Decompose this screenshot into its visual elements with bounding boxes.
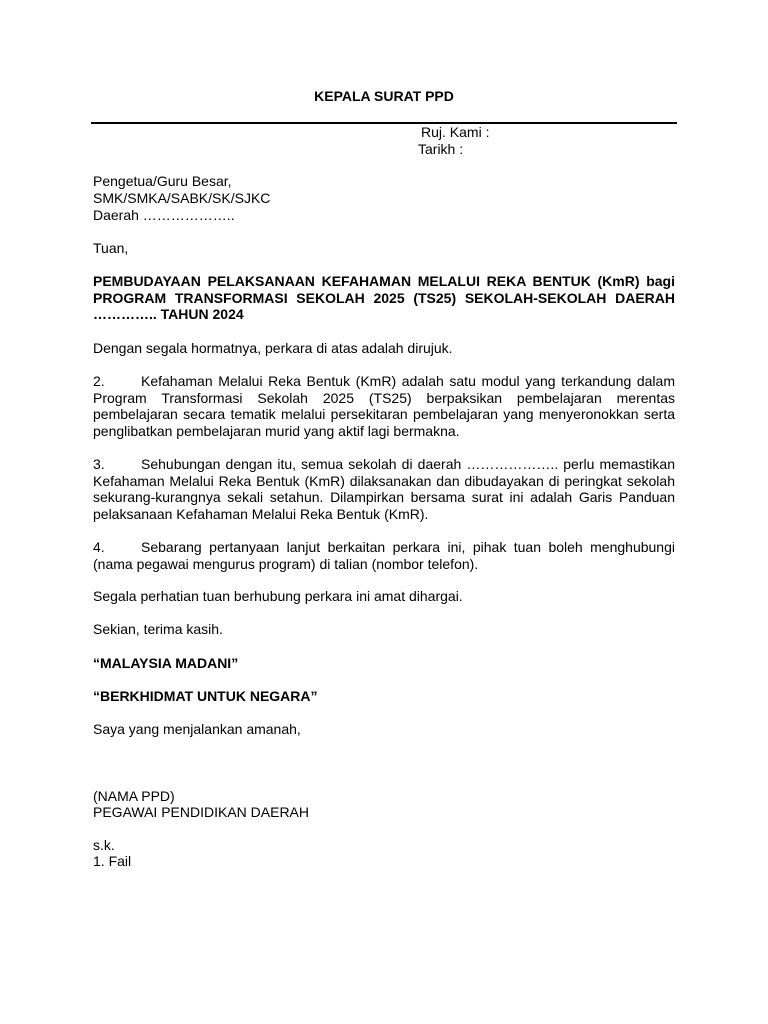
letterhead-divider	[91, 122, 677, 124]
opening-sentence: Dengan segala hormatnya, perkara di atas adalah dirujuk.	[93, 340, 453, 356]
paragraph-line: 2. Kefahaman Melalui Reka Bentuk (KmR) adalah satu modul yang terkandung dalam	[93, 373, 675, 389]
paragraph-line: pembelajaran secara tematik melalui persekitaran pembelajaran yang menyeronokkan serta	[93, 406, 675, 422]
subject-line-3: ………….. TAHUN 2024	[93, 306, 244, 322]
paragraph-line: sekurang-kurangnya sekali setahun. Dilampirkan bersama surat ini adalah Garis Panduan	[93, 489, 675, 505]
paragraph-3	[93, 456, 675, 522]
paragraph-number: 2.	[93, 373, 105, 389]
subject-line-1: PEMBUDAYAAN PELAKSANAAN KEFAHAMAN MELALUI REKA BENTUK (KmR) bagi	[93, 273, 675, 289]
recipient-line-3: Daerah ………………..	[93, 207, 235, 223]
recipient-line-1: Pengetua/Guru Besar,	[93, 173, 232, 189]
paragraph-number: 4.	[93, 539, 105, 555]
reference-number: Ruj. Kami :	[421, 124, 490, 140]
paragraph-4	[93, 539, 675, 572]
paragraph-number: 3.	[93, 456, 105, 472]
subject-line-2: PROGRAM TRANSFORMASI SEKOLAH 2025 (TS25) SEKOLAH-SEKOLAH DAERAH	[93, 289, 675, 306]
paragraph-line: pelaksanaan Kefahaman Melalui Reka Bentuk (KmR).	[93, 505, 429, 522]
slogan-malaysia-madani: “MALAYSIA MADANI”	[93, 655, 239, 671]
letterhead-title: KEPALA SURAT PPD	[314, 88, 454, 104]
paragraph-line: 4. Sebarang pertanyaan lanjut berkaitan perkara ini, pihak tuan boleh menghubungi	[93, 539, 675, 555]
copy-item-file: 1. Fail	[93, 853, 132, 869]
trust-sentence: Saya yang menjalankan amanah,	[93, 721, 301, 737]
paragraph-line: Program Transformasi Sekolah 2025 (TS25) berpaksikan pembelajaran merentas	[93, 389, 675, 406]
paragraph-2	[93, 373, 675, 439]
thanks-sentence: Sekian, terima kasih.	[93, 621, 223, 637]
paragraph-line: 3. Sehubungan dengan itu, semua sekolah di daerah ……………….. perlu memastikan	[93, 456, 675, 472]
signatory-name: (NAMA PPD)	[93, 788, 175, 804]
letter-date: Tarikh :	[418, 141, 464, 157]
paragraph-line: (nama pegawai mengurus program) di talian (nombor telefon).	[93, 555, 479, 572]
paragraph-line: penglibatkan pembelajaran murid yang aktif lagi bermakna.	[93, 422, 460, 439]
copy-label: s.k.	[93, 837, 115, 853]
recipient-line-2: SMK/SMKA/SABK/SK/SJKC	[93, 190, 271, 206]
appreciation-sentence: Segala perhatian tuan berhubung perkara ini amat dihargai.	[93, 588, 463, 604]
subject-heading	[93, 273, 675, 323]
signatory-title: PEGAWAI PENDIDIKAN DAERAH	[93, 804, 310, 820]
paragraph-line: Kefahaman Melalui Reka Bentuk (KmR) dilaksanakan dan dibudayakan di peringkat sekolah	[93, 472, 675, 489]
salutation: Tuan,	[93, 240, 129, 256]
slogan-berkhidmat: “BERKHIDMAT UNTUK NEGARA”	[93, 688, 318, 704]
